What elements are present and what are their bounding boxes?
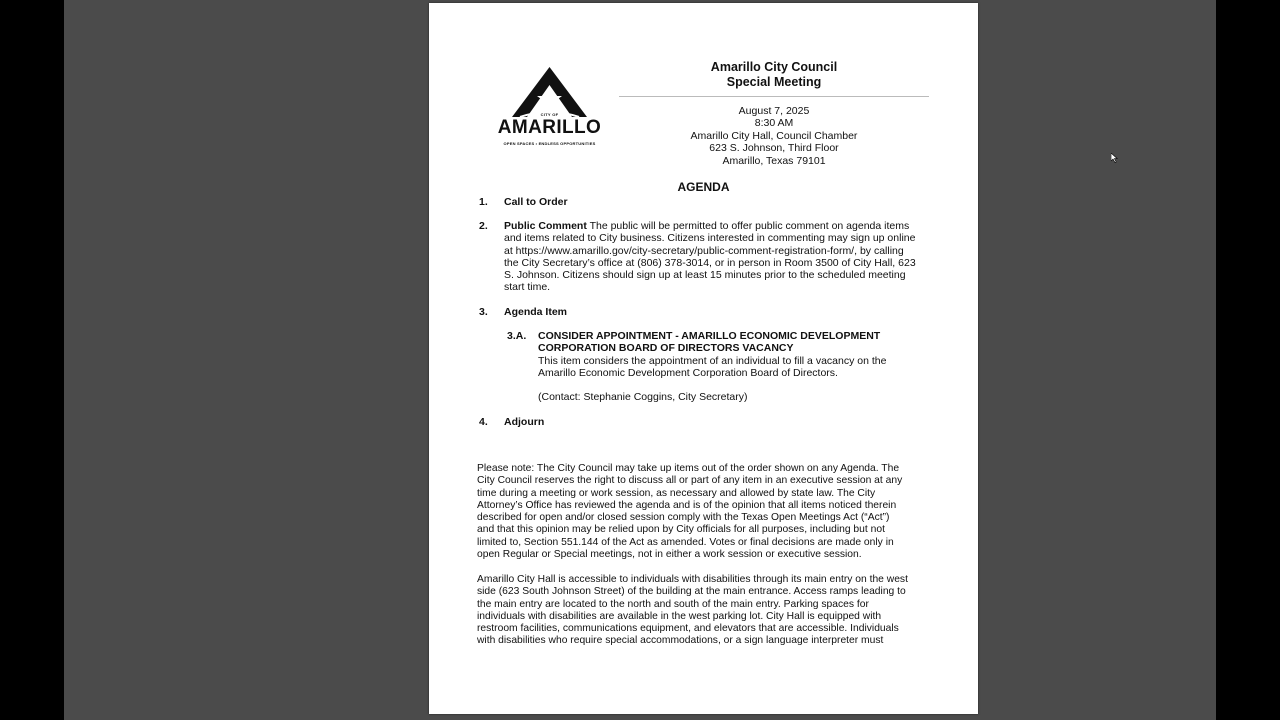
meeting-venue: Amarillo City Hall, Council Chamber bbox=[690, 129, 858, 142]
logo-name: AMARILLO bbox=[497, 117, 602, 138]
meeting-info bbox=[619, 105, 929, 167]
document-viewer[interactable] bbox=[64, 0, 1216, 720]
note-line: open Regular or Special meetings, not in either a work session or executive session. bbox=[477, 549, 862, 561]
meeting-title-line2: Special Meeting bbox=[726, 75, 822, 89]
note-paragraph-2 bbox=[477, 574, 929, 648]
note-line: the main entry are located to the north and south of the main entry. Parking spaces for bbox=[477, 598, 869, 610]
note-line: restroom facilities, communications equipment, and elevators that are accessible. Individuals bbox=[477, 623, 899, 635]
agenda-title: AGENDA bbox=[677, 180, 730, 194]
item-1-number: 1. bbox=[479, 196, 488, 208]
item-3a-desc-line2: Amarillo Economic Development Corporation Board of Directors. bbox=[538, 366, 838, 379]
item-2-number: 2. bbox=[479, 220, 488, 232]
note-paragraph-1 bbox=[477, 463, 929, 561]
meeting-title-line1: Amarillo City Council bbox=[710, 60, 838, 74]
item-3-number: 3. bbox=[479, 306, 488, 318]
note-line: with disabilities who require special accommodations, or a sign language interpreter must bbox=[477, 635, 884, 647]
item-3a-title-line1: CONSIDER APPOINTMENT - AMARILLO ECONOMIC DEVELOPMENT bbox=[538, 330, 881, 342]
note-line: and that this opinion may be relied upon by City officials for all purposes, including but not bbox=[477, 524, 885, 536]
item-1-title: Call to Order bbox=[504, 196, 568, 208]
logo-city-of: CITY OF bbox=[540, 112, 559, 117]
logo-tagline: OPEN SPACES • ENDLESS OPPORTUNITIES bbox=[503, 141, 596, 146]
item-2-line: at https://www.amarillo.gov/city-secretary/public-comment-registration-form/, by calling bbox=[504, 244, 904, 257]
item-2-line: S. Johnson. Citizens should sign up at least 15 minutes prior to the scheduled meeting bbox=[504, 269, 906, 282]
note-line: time during a meeting or work session, as necessary and allowed by state law. The City bbox=[477, 487, 876, 499]
item-2-line: The public will be permitted to offer public comment on agenda items bbox=[589, 220, 910, 232]
item-3a-number: 3.A. bbox=[507, 330, 527, 342]
mouse-cursor-icon bbox=[1111, 153, 1119, 163]
meeting-date: August 7, 2025 bbox=[738, 105, 810, 117]
note-line: individuals with disabilities are available in the west parking lot. City Hall is equipped with bbox=[477, 610, 882, 622]
item-2-line: start time. bbox=[504, 281, 551, 294]
note-line: City Council reserves the right to discuss all or part of any item in an executive session at any bbox=[477, 475, 903, 487]
note-line: limited to, Section 551.144 of the Act as amended. Votes or final decisions are made only in bbox=[477, 536, 894, 548]
item-4-number: 4. bbox=[479, 416, 488, 428]
item-2-line: the City Secretary’s office at (806) 378-3014, or in person in Room 3500 of City Hall, 623 bbox=[504, 256, 916, 269]
item-4-title: Adjourn bbox=[504, 416, 545, 428]
meeting-title bbox=[619, 60, 929, 90]
item-3-title: Agenda Item bbox=[504, 306, 568, 318]
meeting-time: 8:30 AM bbox=[754, 117, 794, 130]
note-line: side (623 South Johnson Street) of the building at the main entrance. Access ramps leading to bbox=[477, 586, 906, 598]
note-line: Please note: The City Council may take up items out of the order shown on any Agenda. The bbox=[477, 463, 900, 474]
meeting-city: Amarillo, Texas 79101 bbox=[722, 154, 826, 167]
item-3a-contact: (Contact: Stephanie Coggins, City Secretary) bbox=[538, 391, 748, 404]
item-2-title: Public Comment bbox=[504, 220, 587, 232]
document-page bbox=[429, 3, 978, 714]
item-2-line: and items related to City business. Citizens interested in commenting may sign up online bbox=[504, 232, 916, 245]
item-3a-desc-line1: This item considers the appointment of an individual to fill a vacancy on the bbox=[538, 354, 887, 367]
header-divider bbox=[619, 96, 929, 97]
item-2-body bbox=[504, 220, 934, 294]
note-line: described for open and/or closed session comply with the Texas Open Meetings Act (“Act”) bbox=[477, 512, 890, 524]
note-line: Attorney’s Office has reviewed the agenda and is of the opinion that all items noticed therein bbox=[477, 499, 897, 511]
meeting-address: 623 S. Johnson, Third Floor bbox=[709, 142, 839, 155]
item-3a-title-line2: CORPORATION BOARD OF DIRECTORS VACANCY bbox=[538, 342, 794, 355]
item-3a-body bbox=[538, 330, 938, 404]
note-line: Amarillo City Hall is accessible to individuals with disabilities through its main entry on the west bbox=[477, 574, 908, 585]
amarillo-logo bbox=[486, 67, 616, 153]
logo-a-icon bbox=[486, 67, 613, 117]
